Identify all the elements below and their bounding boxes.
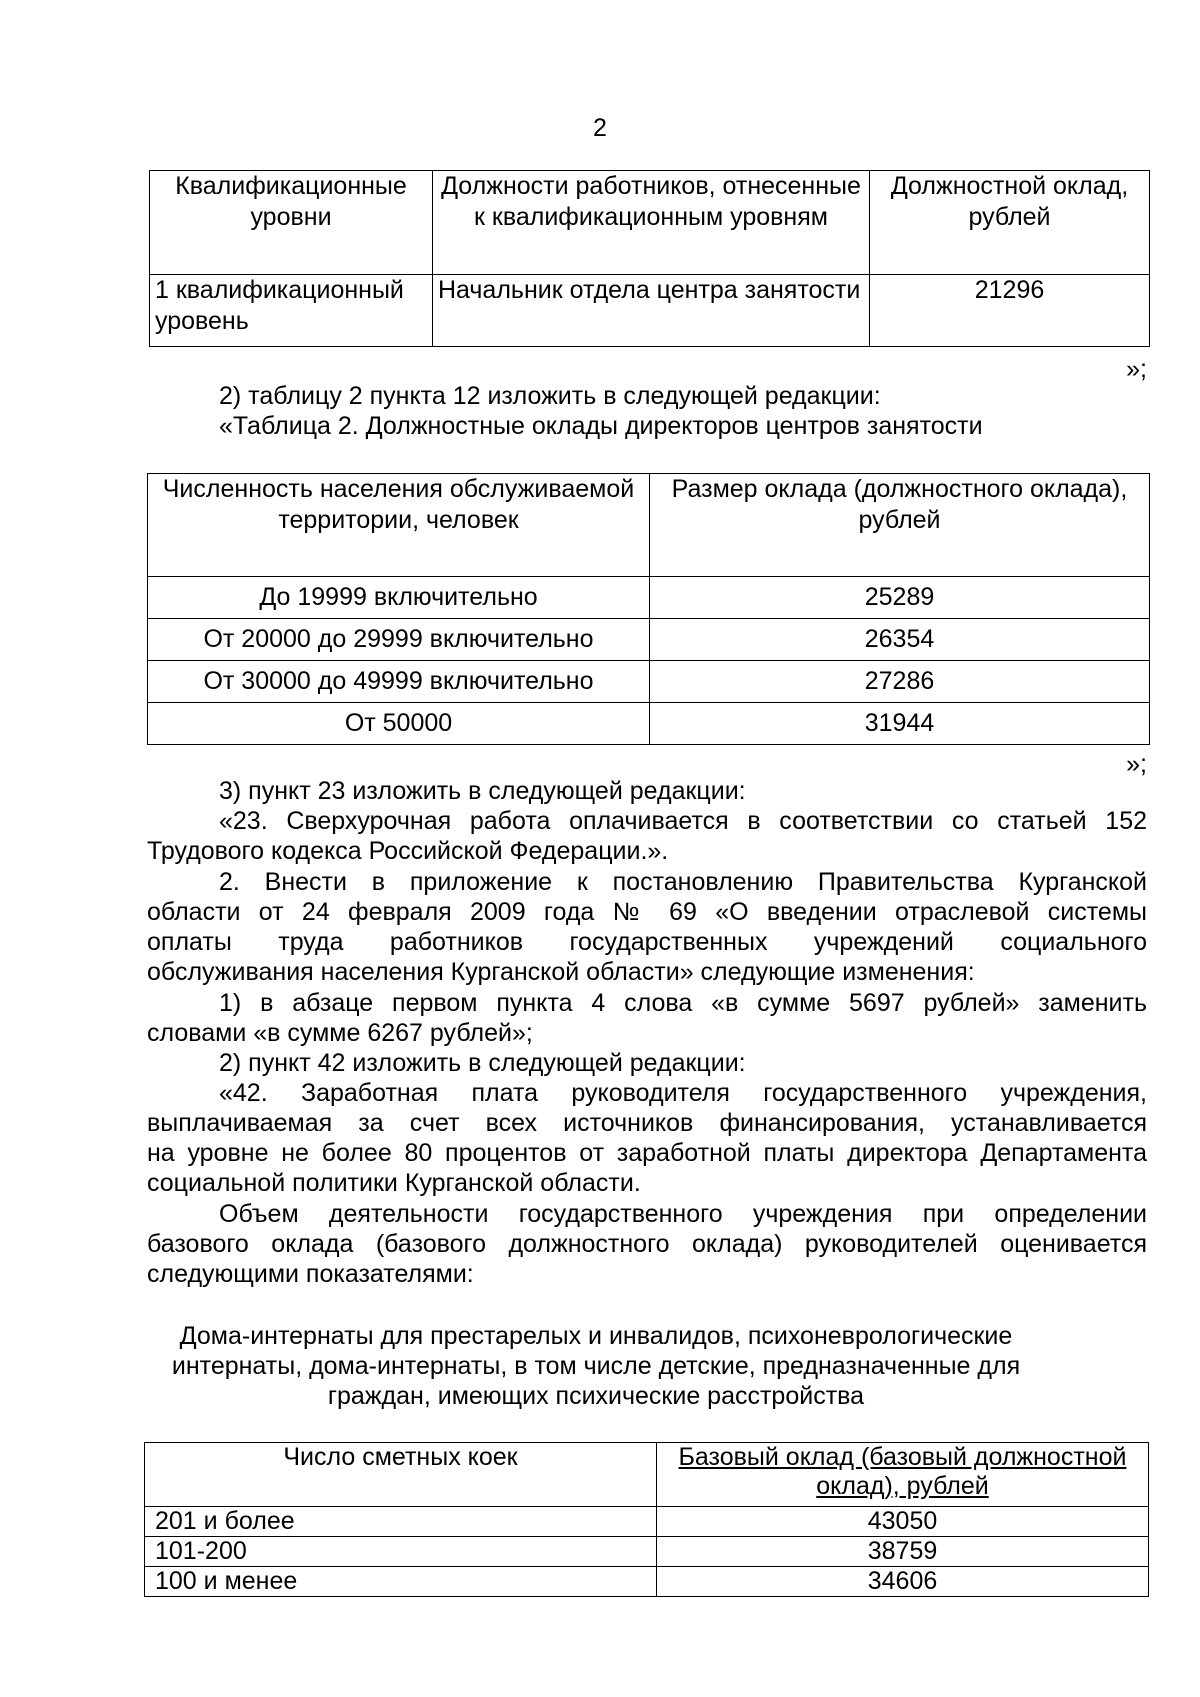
- closing-quote-2: »;: [1126, 750, 1147, 778]
- subitem-2-line-1: 2) пункт 42 изложить в следующей редакции:: [219, 1049, 746, 1077]
- table-row: [145, 1537, 1149, 1567]
- paragraph-42-line-4: социальной политики Курганской области.: [147, 1169, 641, 1197]
- director-salary-table: [147, 473, 1150, 745]
- section-title-line-2: интернаты, дома-интернаты, в том числе детские, предназначенные для: [171, 1352, 1021, 1380]
- header-director-salary: Размер оклада (должностного оклада), рублей: [650, 474, 1150, 577]
- header-population: Численность населения обслуживаемой территории, человек: [148, 474, 650, 577]
- paragraph-23-line-1: «23. Сверхурочная работа оплачивается в соответствии со статьей 152: [219, 807, 1147, 835]
- cell-population: От 30000 до 49999 включительно: [148, 661, 650, 703]
- header-bed-count: Число сметных коек: [145, 1443, 657, 1507]
- page-number: 2: [593, 114, 607, 142]
- cell-population: От 20000 до 29999 включительно: [148, 619, 650, 661]
- table-header-row: [148, 474, 1150, 577]
- paragraph-42-line-1: «42. Заработная плата руководителя государственного учреждения,: [219, 1079, 1147, 1107]
- table2-caption: «Таблица 2. Должностные оклады директоров центров занятости: [219, 412, 983, 440]
- cell-salary: 26354: [650, 619, 1150, 661]
- table-row: [148, 577, 1150, 619]
- cell-bed-count: 100 и менее: [145, 1567, 657, 1597]
- cell-population: От 50000: [148, 703, 650, 745]
- table-row: [148, 619, 1150, 661]
- cell-salary: 31944: [650, 703, 1150, 745]
- cell-level: 1 квалификационный уровень: [150, 275, 433, 347]
- header-qualification-level: Квалификационные уровни: [150, 171, 433, 275]
- header-salary: Должностной оклад, рублей: [870, 171, 1150, 275]
- cell-bed-count: 201 и более: [145, 1507, 657, 1537]
- table-header-row: [145, 1443, 1149, 1507]
- paragraph-2-line-4: обслуживания населения Курганской области» следующие изменения:: [147, 958, 975, 986]
- closing-quote-1: »;: [1126, 355, 1147, 383]
- cell-salary: 25289: [650, 577, 1150, 619]
- cell-base-salary: 38759: [657, 1537, 1149, 1567]
- volume-paragraph-line-1: Объем деятельности государственного учреждения при определении: [219, 1200, 1147, 1228]
- volume-paragraph-line-3: следующими показателями:: [147, 1260, 474, 1288]
- header-positions: Должности работников, отнесенные к квалификационным уровням: [433, 171, 870, 275]
- paragraph-42-line-2: выплачиваемая за счет всех источников финансирования, устанавливается: [147, 1109, 1147, 1137]
- table-row: [148, 661, 1150, 703]
- table-row: [148, 703, 1150, 745]
- item2-intro: 2) таблицу 2 пункта 12 изложить в следующей редакции:: [219, 382, 881, 410]
- cell-population: До 19999 включительно: [148, 577, 650, 619]
- section-title-line-3: граждан, имеющих психические расстройства: [327, 1382, 865, 1410]
- cell-bed-count: 101-200: [145, 1537, 657, 1567]
- paragraph-23-line-2: Трудового кодекса Российской Федерации.».: [147, 837, 669, 865]
- section-title-line-1: Дома-интернаты для престарелых и инвалидов, психоневрологические: [179, 1322, 1013, 1350]
- header-base-salary: Базовый оклад (базовый должностной оклад), рублей: [657, 1443, 1149, 1507]
- subitem-1-line-1: 1) в абзаце первом пункта 4 слова «в сумме 5697 рублей» заменить: [219, 989, 1147, 1017]
- paragraph-2-line-1: 2. Внести в приложение к постановлению Правительства Курганской: [219, 868, 1147, 896]
- table-row: [150, 275, 1150, 347]
- cell-base-salary: 34606: [657, 1567, 1149, 1597]
- subitem-1-line-2: словами «в сумме 6267 рублей»;: [147, 1019, 533, 1047]
- table-header-row: [150, 171, 1150, 275]
- volume-paragraph-line-2: базового оклада (базового должностного оклада) руководителей оценивается: [147, 1230, 1147, 1258]
- paragraph-2-line-3: оплаты труда работников государственных учреждений социального: [147, 928, 1147, 956]
- cell-salary: 27286: [650, 661, 1150, 703]
- paragraph-2-line-2: области от 24 февраля 2009 года № 69 «О введении отраслевой системы: [147, 898, 1147, 926]
- item3-intro: 3) пункт 23 изложить в следующей редакции:: [219, 777, 746, 805]
- qualification-table: [149, 170, 1150, 347]
- table-row: [145, 1507, 1149, 1537]
- cell-position: Начальник отдела центра занятости: [433, 275, 870, 347]
- cell-base-salary: 43050: [657, 1507, 1149, 1537]
- table-row: [145, 1567, 1149, 1597]
- boarding-house-salary-table: [144, 1442, 1149, 1597]
- cell-salary: 21296: [870, 275, 1150, 347]
- paragraph-42-line-3: на уровне не более 80 процентов от заработной платы директора Департамента: [147, 1139, 1147, 1167]
